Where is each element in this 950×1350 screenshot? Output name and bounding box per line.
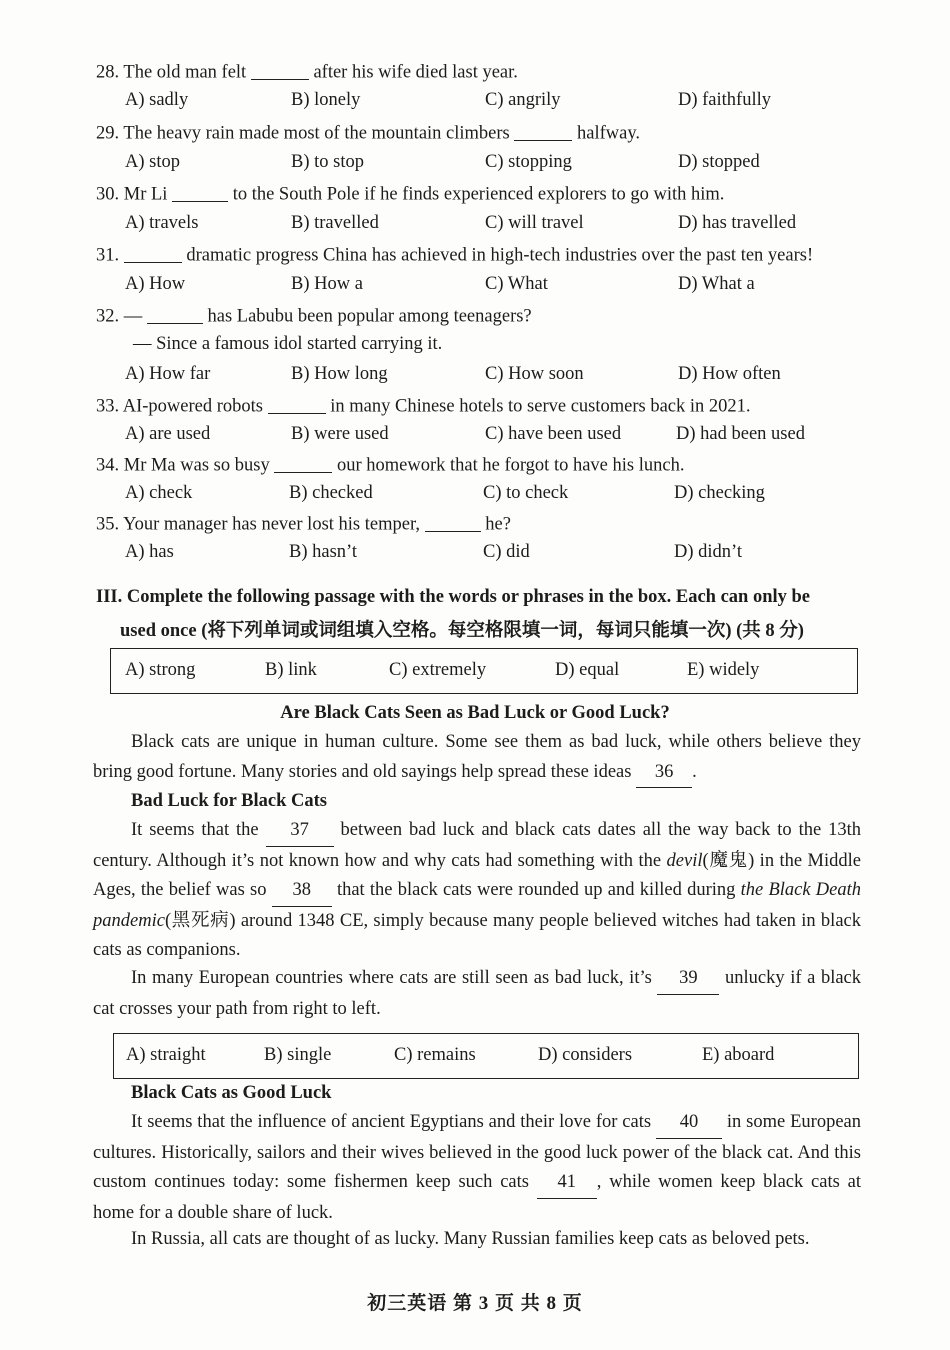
paragraph-text: unlucky if a black cat crosses your path from right to left. xyxy=(93,968,862,1019)
question-text: in many Chinese hotels to serve customers back in 2021. xyxy=(330,396,751,417)
word-option: A) strong xyxy=(125,660,196,680)
option-b: B) were used xyxy=(291,424,389,444)
answer-blank xyxy=(425,512,481,532)
paragraph-3 xyxy=(93,964,861,1024)
question-text: halfway. xyxy=(577,123,641,144)
option-b: B) How long xyxy=(291,364,388,384)
section-heading-cont: used once (将下列单词或词组填入空格。每空格限填一词，每词只能填一次) (共 8 分) xyxy=(120,621,804,641)
page-footer: 初三英语 第 3 页 共 8 页 xyxy=(367,1293,583,1314)
answer-blank xyxy=(124,243,182,263)
question-number: 30. xyxy=(96,184,120,205)
option-a: A) stop xyxy=(125,152,180,172)
paragraph-1 xyxy=(93,728,861,788)
question-28 xyxy=(96,60,518,84)
answer-blank xyxy=(172,182,228,202)
question-33 xyxy=(96,394,751,418)
paragraph-4 xyxy=(93,1108,861,1228)
blank-41: 41 xyxy=(537,1168,597,1199)
question-text: he? xyxy=(485,514,511,535)
subheading-good-luck: Black Cats as Good Luck xyxy=(131,1083,332,1103)
option-c: C) How soon xyxy=(485,364,584,384)
option-a: A) sadly xyxy=(125,90,189,110)
question-34 xyxy=(96,453,684,477)
italic-term: the Black Death pandemic xyxy=(93,880,861,931)
question-text: Mr Li xyxy=(123,184,168,205)
option-a: A) has xyxy=(125,542,174,562)
word-option: D) equal xyxy=(555,660,620,680)
question-number: 31. xyxy=(96,245,120,266)
option-b: B) checked xyxy=(289,483,373,503)
word-option: B) single xyxy=(264,1045,332,1065)
question-text: Mr Ma was so busy xyxy=(123,455,270,476)
option-c: C) to check xyxy=(483,483,569,503)
blank-39: 39 xyxy=(657,964,719,995)
option-d: D) stopped xyxy=(678,152,760,172)
paragraph-text: In Russia, all cats are thought of as lucky. Many Russian families keep cats as beloved pets. xyxy=(131,1229,810,1249)
paragraph-text: It seems that the xyxy=(131,820,266,840)
word-box-2 xyxy=(113,1033,859,1079)
option-d: D) didn’t xyxy=(674,542,743,562)
question-text: after his wife died last year. xyxy=(313,62,518,83)
section-heading: III. Complete the following passage with the words or phrases in the box. Each can only be xyxy=(96,587,811,607)
blank-40: 40 xyxy=(656,1108,722,1139)
option-a: A) are used xyxy=(125,424,211,444)
word-option: C) remains xyxy=(394,1045,476,1065)
question-35 xyxy=(96,512,511,536)
question-text: The old man felt xyxy=(123,62,247,83)
answer-blank xyxy=(251,60,309,80)
option-b: B) to stop xyxy=(291,152,364,172)
option-c: C) will travel xyxy=(485,213,584,233)
dialogue-reply: — Since a famous idol started carrying it. xyxy=(133,334,443,354)
question-30 xyxy=(96,182,724,206)
question-text: Your manager has never lost his temper, xyxy=(123,514,420,535)
word-option: C) extremely xyxy=(389,660,487,680)
option-b: B) travelled xyxy=(291,213,379,233)
chinese-gloss: (黑死病) xyxy=(164,910,236,931)
question-29 xyxy=(96,121,640,145)
paragraph-text: in some European cultures. Historically, sailors and their wives believed in the good luck power of the black cat. And this custom continues today: some fishermen keep such cats xyxy=(93,1112,862,1192)
question-number: 29. xyxy=(96,123,120,144)
blank-38: 38 xyxy=(272,876,332,907)
word-option: D) considers xyxy=(538,1045,633,1065)
paragraph-text: , while women keep black cats at home for a double share of luck. xyxy=(93,1172,861,1223)
option-b: B) hasn’t xyxy=(289,542,358,562)
word-box-1 xyxy=(110,648,858,694)
subheading-bad-luck: Bad Luck for Black Cats xyxy=(131,791,327,811)
chinese-gloss: (魔鬼) xyxy=(702,850,755,871)
word-option: A) straight xyxy=(126,1045,206,1065)
paragraph-2 xyxy=(93,816,861,966)
question-number: 33. xyxy=(96,396,120,417)
question-text: dramatic progress China has achieved in high-tech industries over the past ten years! xyxy=(186,245,814,266)
question-number: 28. xyxy=(96,62,120,83)
option-a: A) How xyxy=(125,274,186,294)
option-c: C) have been used xyxy=(485,424,622,444)
word-option: B) link xyxy=(265,660,317,680)
question-text: The heavy rain made most of the mountain climbers xyxy=(123,123,510,144)
paragraph-5 xyxy=(93,1225,861,1255)
question-number: 32. xyxy=(96,306,120,327)
option-d: D) What a xyxy=(678,274,755,294)
blank-37: 37 xyxy=(266,816,334,847)
option-d: D) checking xyxy=(674,483,765,503)
blank-36: 36 xyxy=(636,758,692,789)
answer-blank xyxy=(514,121,572,141)
question-number: 35. xyxy=(96,514,120,535)
word-option: E) aboard xyxy=(702,1045,775,1065)
paragraph-text: In many European countries where cats are still seen as bad luck, it’s xyxy=(131,968,658,988)
paragraph-text: in the Middle Ages, the belief was so xyxy=(93,850,861,900)
answer-blank xyxy=(268,394,326,414)
option-a: A) check xyxy=(125,483,193,503)
option-b: B) How a xyxy=(291,274,363,294)
option-b: B) lonely xyxy=(291,90,361,110)
question-31 xyxy=(96,243,813,267)
question-32 xyxy=(96,304,532,328)
option-a: A) travels xyxy=(125,213,199,233)
option-d: D) faithfully xyxy=(678,90,771,110)
question-text: our homework that he forgot to have his lunch. xyxy=(336,455,685,476)
paragraph-text: It seems that the influence of ancient Egyptians and their love for cats xyxy=(131,1112,656,1132)
word-option: E) widely xyxy=(687,660,760,680)
italic-term: devil xyxy=(666,850,703,871)
question-text: — xyxy=(123,306,143,327)
question-number: 34. xyxy=(96,455,120,476)
paragraph-text: . xyxy=(692,761,697,782)
paragraph-text: around 1348 CE, simply because many people believed witches had taken in black cats as companions. xyxy=(93,910,861,960)
option-d: D) had been used xyxy=(676,424,805,444)
passage-title: Are Black Cats Seen as Bad Luck or Good Luck? xyxy=(280,703,670,723)
paragraph-text: Black cats are unique in human culture. Some see them as bad luck, while others believe they bring good fortune. Many stories and old sayings help spread these ideas xyxy=(93,732,861,782)
answer-blank xyxy=(147,304,203,324)
question-text: to the South Pole if he finds experienced explorers to go with him. xyxy=(232,184,725,205)
answer-blank xyxy=(274,453,332,473)
option-c: C) angrily xyxy=(485,90,561,110)
option-d: D) How often xyxy=(678,364,781,384)
question-text: AI-powered robots xyxy=(122,396,263,417)
option-c: C) stopping xyxy=(485,152,572,172)
paragraph-text: that the black cats were rounded up and killed during xyxy=(331,880,741,900)
option-a: A) How far xyxy=(125,364,211,384)
option-c: C) did xyxy=(483,542,530,562)
question-text: has Labubu been popular among teenagers? xyxy=(207,306,532,327)
paragraph-text: between bad luck and black cats dates all the way back to the 13th century. Although it’s not known how and why cats had something with the xyxy=(93,820,861,871)
option-d: D) has travelled xyxy=(678,213,797,233)
option-c: C) What xyxy=(485,274,548,294)
